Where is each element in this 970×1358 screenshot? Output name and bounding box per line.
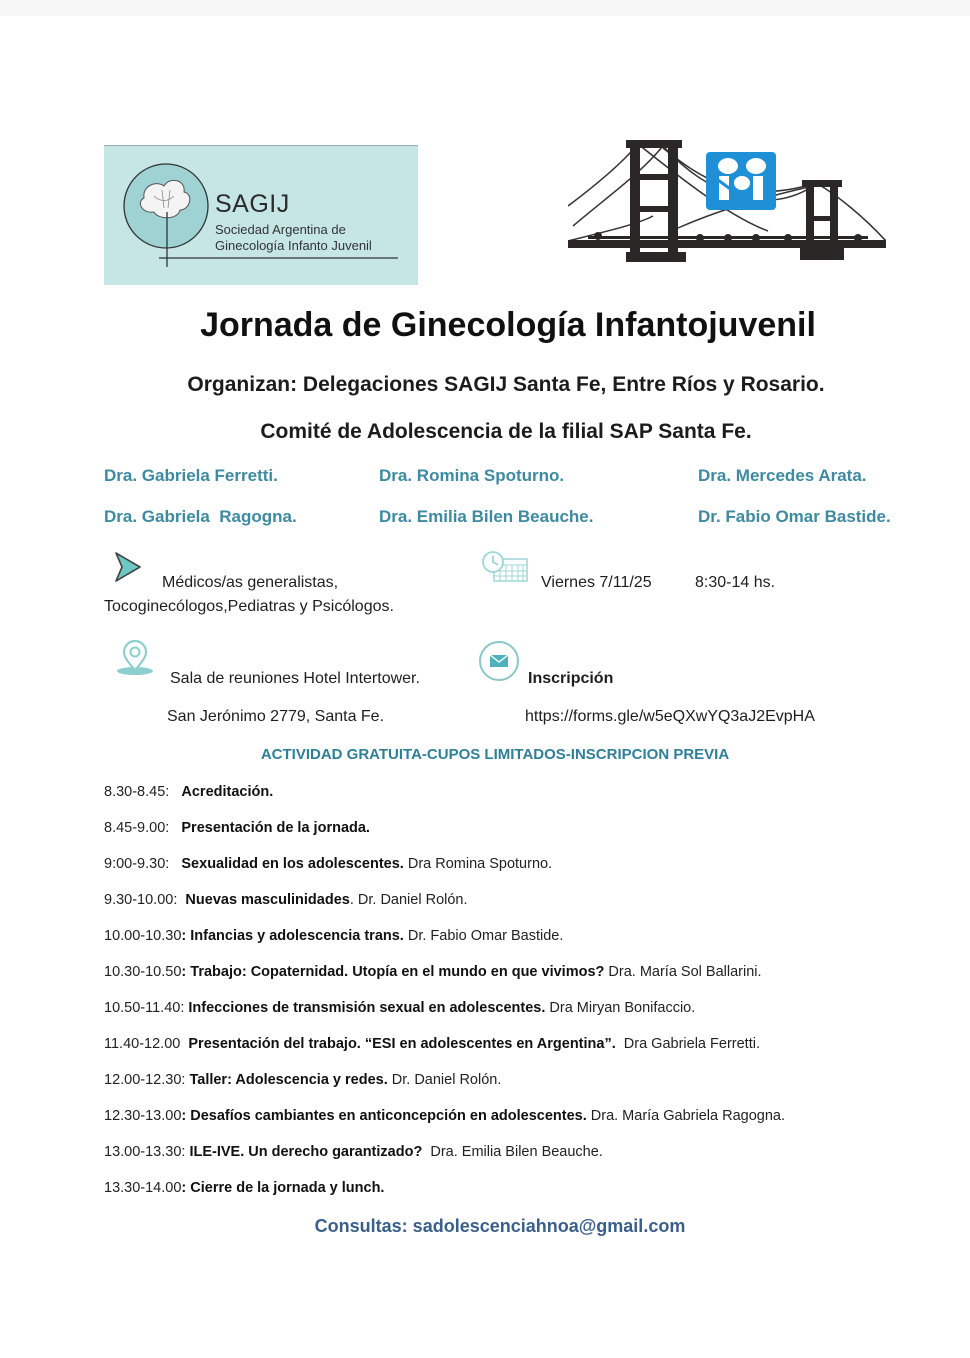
schedule-time: 10.00-10.30 (104, 928, 182, 944)
schedule-time: 10.50-11.40: (104, 1000, 189, 1016)
doctor-name: Dra. Emilia Bilen Beauche. (379, 507, 594, 526)
page-title: Jornada de Ginecología Infantojuvenil (200, 306, 816, 344)
schedule-row (104, 1000, 695, 1016)
schedule-speaker: Dra. María Sol Ballarini. (604, 964, 762, 980)
schedule-row (104, 1144, 603, 1160)
bridge-icon (568, 136, 886, 262)
doctor-name: Dra. Gabriela Ragogna. (104, 507, 297, 526)
venue-address: San Jerónimo 2779, Santa Fe. (167, 708, 385, 725)
schedule-time: 11.40-12.00 (104, 1036, 189, 1052)
schedule-speaker: Dr. Fabio Omar Bastide. (403, 928, 564, 944)
schedule-row (104, 1072, 501, 1088)
schedule-time: 13.00-13.30: (104, 1144, 190, 1160)
doctor-name: Dra. Mercedes Arata. (698, 466, 867, 485)
venue-name: Sala de reuniones Hotel Intertower. (170, 670, 420, 687)
schedule-topic: Infecciones de transmisión sexual en adolescentes. (188, 1000, 546, 1016)
calendar-clock-icon (480, 550, 530, 584)
schedule-speaker: Dra Romina Spoturno. (403, 856, 553, 872)
sagij-name: SAGIJ (215, 190, 290, 218)
schedule-topic: : Infancias y adolescencia trans. (181, 928, 404, 944)
schedule-topic: : Trabajo: Copaternidad. Utopía en el mundo en que vivimos? (181, 964, 605, 980)
schedule-topic: Acreditación. (181, 784, 274, 800)
schedule-row (104, 928, 563, 944)
schedule-topic: Sexualidad en los adolescentes. (181, 856, 404, 872)
audience-line2: Tocoginecólogos,Pediatras y Psicólogos. (104, 598, 394, 615)
sagij-logo (104, 145, 418, 285)
sagij-subtitle (215, 222, 372, 254)
schedule-time: 10.30-10.50 (104, 964, 182, 980)
schedule-time: 13.30-14.00 (104, 1180, 182, 1196)
schedule-row (104, 892, 468, 908)
event-date: Viernes 7/11/25 (541, 574, 652, 591)
top-band (0, 0, 970, 16)
schedule-topic: Nuevas masculinidades (185, 892, 350, 908)
schedule-row (104, 820, 370, 836)
schedule-topic: Presentación del trabajo. “ESI en adolescentes en Argentina”. (188, 1036, 616, 1052)
schedule-time: 12.00-12.30: (104, 1072, 190, 1088)
play-arrow-icon (104, 545, 146, 587)
sagij-subtitle-line2: Ginecología Infanto Juvenil (215, 238, 372, 253)
committee-line: Comité de Adolescencia de la filial SAP Santa Fe. (260, 420, 752, 443)
sap-icon (706, 152, 776, 210)
doctor-name: Dra. Gabriela Ferretti. (104, 466, 278, 485)
sap-bridge-logo (568, 136, 886, 262)
schedule-row (104, 1180, 384, 1196)
schedule-topic: ILE-IVE. Un derecho garantizado? (189, 1144, 423, 1160)
schedule-speaker: Dra Gabriela Ferretti. (615, 1036, 760, 1052)
schedule-time: 9.30-10.00: (104, 892, 186, 908)
schedule-row (104, 1108, 785, 1124)
schedule-speaker: Dra. Emilia Bilen Beauche. (422, 1144, 603, 1160)
organizers-line: Organizan: Delegaciones SAGIJ Santa Fe, Entre Ríos y Rosario. (187, 373, 825, 396)
doctor-name: Dr. Fabio Omar Bastide. (698, 507, 891, 526)
schedule-row (104, 784, 273, 800)
schedule-speaker: Dra. María Gabriela Ragogna. (586, 1108, 785, 1124)
free-activity-notice: ACTIVIDAD GRATUITA-CUPOS LIMITADOS-INSCRIPCION PREVIA (260, 746, 730, 763)
sagij-subtitle-line1: Sociedad Argentina de (215, 222, 346, 237)
schedule-row (104, 964, 762, 980)
registration-link[interactable]: https://forms.gle/w5eQXwYQ3aJ2EvpHA (525, 708, 815, 725)
registration-label: Inscripción (528, 670, 614, 687)
schedule-topic: : Cierre de la jornada y lunch. (181, 1180, 385, 1196)
schedule-time: 8.30-8.45: (104, 784, 182, 800)
schedule-speaker: Dr. Daniel Rolón. (387, 1072, 502, 1088)
location-pin-icon (112, 640, 158, 680)
doctor-name: Dra. Romina Spoturno. (379, 466, 565, 485)
schedule-speaker: . Dr. Daniel Rolón. (349, 892, 468, 908)
schedule-row (104, 856, 552, 872)
schedule-topic: Taller: Adolescencia y redes. (189, 1072, 388, 1088)
schedule-row (104, 1036, 760, 1052)
schedule-topic: : Desafíos cambiantes en anticoncepción en adolescentes. (181, 1108, 587, 1124)
schedule-topic: Presentación de la jornada. (181, 820, 370, 836)
schedule-time: 8.45-9.00: (104, 820, 182, 836)
contact-email[interactable]: Consultas: sadolescenciahnoa@gmail.com (314, 1216, 686, 1236)
schedule-speaker: Dra Miryan Bonifaccio. (545, 1000, 696, 1016)
event-time: 8:30-14 hs. (695, 574, 776, 591)
schedule-time: 9:00-9.30: (104, 856, 182, 872)
schedule-time: 12.30-13.00 (104, 1108, 182, 1124)
audience-line1: Médicos/as generalistas, (162, 574, 339, 591)
envelope-icon (476, 639, 522, 685)
